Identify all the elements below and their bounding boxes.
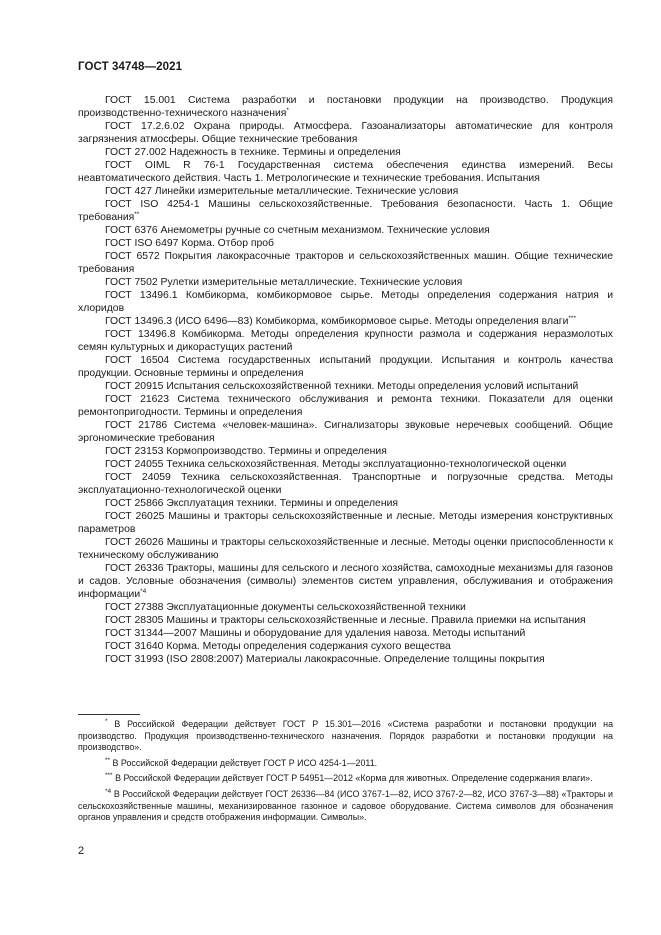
reference-code: ГОСТ 26026 [105, 537, 164, 548]
reference-title: Рулетки измерительные металлические. Технические условия [160, 277, 463, 288]
reference-item [78, 497, 613, 510]
reference-code: ГОСТ 31993 (ISO 2808:2007) [105, 654, 244, 665]
reference-item [78, 328, 613, 354]
footnote-text: В Российской Федерации действует ГОСТ Р ИСО 4254-1—2011. [112, 757, 378, 768]
reference-title: Комбикорма, комбикормовое сырье. Методы определения содержания натрия и хлоридов [78, 290, 614, 314]
reference-item [78, 510, 613, 536]
reference-item [78, 354, 613, 380]
reference-title: Надежность в технике. Термины и определения [169, 147, 401, 158]
footnote-marker: *4 [105, 787, 112, 795]
footnote-divider [78, 714, 140, 715]
reference-title: Техника сельскохозяйственная. Транспортные и погрузочные средства. Методы эксплуатационно-технологической оценки [78, 472, 614, 496]
reference-code: ГОСТ ISO 4254-1 [105, 199, 200, 210]
reference-code: ГОСТ 25866 [105, 498, 164, 509]
reference-code: ГОСТ 21786 [105, 420, 168, 431]
footnote [78, 758, 613, 770]
footnote-marker: *4 [140, 588, 147, 595]
reference-item [78, 393, 613, 419]
reference-title: Кормопроизводство. Термины и определения [166, 446, 387, 457]
reference-item [78, 419, 613, 445]
reference-code: ГОСТ 27.002 [105, 147, 167, 158]
reference-title: Техника сельскохозяйственная. Методы эксплуатационно-технологической оценки [166, 459, 567, 470]
reference-code: ГОСТ 24055 [105, 459, 164, 470]
normative-references-list [78, 94, 613, 666]
reference-item [78, 471, 613, 497]
reference-title: Эксплуатационные документы сельскохозяйственной техники [166, 602, 466, 613]
reference-code: ГОСТ 20915 [105, 381, 164, 392]
reference-item [78, 640, 613, 653]
reference-title: Система государственных испытаний продукции. Испытания и контроль качества продукции. Основные термины и определения [78, 355, 613, 379]
footnote [78, 773, 613, 785]
reference-code: ГОСТ 6376 [105, 225, 158, 236]
reference-title: Машины и оборудование для удаления навоза. Методы испытаний [199, 628, 526, 639]
reference-code: ГОСТ 28305 [105, 615, 164, 626]
reference-code: ГОСТ 31344—2007 [105, 628, 197, 639]
reference-title: Анемометры ручные со счетным механизмом. Технические условия [160, 225, 490, 236]
reference-title: Система технического обслуживания и ремонта техники. Показатели для оценки ремонтопригодности. Термины и определения [78, 394, 613, 418]
reference-code: ГОСТ 21623 [105, 394, 169, 405]
reference-code: ГОСТ OIML R 76-1 [105, 160, 225, 171]
footnotes [78, 719, 613, 828]
reference-code: ГОСТ 26336 [105, 563, 164, 574]
reference-title: Система разработки и постановки продукции на производство. Продукция производственно-технического назначения [78, 95, 613, 119]
reference-title: Корма. Отбор проб [181, 238, 274, 249]
reference-title: Эксплуатация техники. Термины и определения [166, 498, 398, 509]
reference-title: Система «человек-машина». Сигнализаторы звуковые неречевых сообщений. Общие эргономические требования [78, 420, 613, 444]
reference-title: Комбикорма, комбикормовое сырье. Методы определения влаги [255, 316, 569, 327]
reference-item [78, 653, 613, 666]
reference-item [78, 536, 613, 562]
reference-title: Корма. Методы определения содержания сухого вещества [166, 641, 451, 652]
reference-item [78, 380, 613, 393]
reference-code: ГОСТ 31640 [105, 641, 164, 652]
reference-item [78, 94, 613, 120]
reference-item [78, 185, 613, 198]
reference-code: ГОСТ 26025 [105, 511, 165, 522]
reference-title: Машины и тракторы сельскохозяйственные и лесные. Методы оценки приспособленности к техническому обслуживанию [78, 537, 613, 561]
reference-item [78, 237, 613, 250]
reference-item [78, 198, 613, 224]
reference-code: ГОСТ ISO 6497 [105, 238, 179, 249]
reference-code: ГОСТ 427 [105, 186, 152, 197]
reference-item [78, 250, 613, 276]
reference-item [78, 146, 613, 159]
footnote-marker: ** [105, 756, 111, 764]
reference-item [78, 315, 613, 328]
reference-title: Машины сельскохозяйственные. Требования безопасности. Часть 1. Общие требования [78, 199, 613, 223]
reference-title: Комбикорма. Методы определения крупности размола и содержания неразмолотых семян культурных и дикорастущих растений [78, 329, 613, 353]
reference-item [78, 445, 613, 458]
reference-code: ГОСТ 6572 [105, 251, 160, 262]
reference-code: ГОСТ 13496.1 [105, 290, 178, 301]
footnote-marker: ** [134, 211, 140, 218]
reference-title: Государственная система обеспечения единства измерений. Весы неавтоматического действия. Часть 1. Метрологические и технические требования. Испытания [78, 160, 614, 184]
reference-title: Материалы лакокрасочные. Определение толщины покрытия [246, 654, 545, 665]
reference-code: ГОСТ 13496.8 [105, 329, 176, 340]
reference-code: ГОСТ 17.2.6.02 [105, 121, 185, 132]
footnote-marker: *** [105, 772, 113, 780]
page-header-standard-code: ГОСТ 34748—2021 [78, 61, 183, 73]
reference-code: ГОСТ 7502 [105, 277, 158, 288]
reference-item [78, 614, 613, 627]
reference-code: ГОСТ 15.001 [105, 95, 176, 106]
reference-code: ГОСТ 13496.3 (ИСО 6496—83) [105, 316, 253, 327]
reference-code: ГОСТ 24059 [105, 472, 171, 483]
footnote-text: В Российской Федерации действует ГОСТ 26336—84 (ИСО 3767-1—82, ИСО 3767-2—82, ИСО 3767-3—88) «Тракторы и сельскохозяйственные машины, механизированное газонное и садовое оборудование. Система символов для обозначения органов управления и средств отображения информации. Символы». [78, 788, 614, 823]
reference-item [78, 224, 613, 237]
reference-item [78, 562, 613, 601]
reference-title: Покрытия лакокрасочные тракторов и сельскохозяйственных машин. Общие технические требования [78, 251, 613, 275]
reference-title: Машины и тракторы сельскохозяйственные и лесные. Методы измерения конструктивных параметров [78, 511, 613, 535]
reference-item [78, 601, 613, 614]
footnote-marker: * [286, 107, 289, 114]
reference-item [78, 159, 613, 185]
reference-item [78, 120, 613, 146]
reference-title: Тракторы, машины для сельского и лесного хозяйства, самоходные механизмы для газонов и садов. Условные обозначения (символы) элементов систем управления, обслуживания и отображения информации [78, 563, 613, 600]
reference-item [78, 289, 613, 315]
footnote-text: В Российской Федерации действует ГОСТ Р 54951—2012 «Корма для животных. Определение содержания влаги». [115, 773, 593, 784]
footnote [78, 719, 613, 754]
footnote [78, 789, 613, 824]
reference-title: Машины и тракторы сельскохозяйственные и лесные. Правила приемки на испытания [166, 615, 586, 626]
page-number: 2 [78, 845, 85, 857]
footnote-marker: * [105, 718, 108, 725]
footnote-text: В Российской Федерации действует ГОСТ Р 15.301—2016 «Система разработки и постановки продукции на производство. Продукция производственно-технического назначения. Порядок разработки и постановки продукции на производство». [78, 719, 614, 753]
reference-title: Линейки измерительные металлические. Технические условия [154, 186, 459, 197]
reference-code: ГОСТ 16504 [105, 355, 170, 366]
reference-item [78, 276, 613, 289]
reference-title: Испытания сельскохозяйственной техники. Методы определения условий испытаний [166, 381, 579, 392]
reference-title: Охрана природы. Атмосфера. Газоанализаторы автоматические для контроля загрязнения атмосферы. Общие технические требования [78, 121, 613, 145]
footnote-marker: *** [568, 315, 576, 322]
reference-code: ГОСТ 23153 [105, 446, 164, 457]
reference-item [78, 627, 613, 640]
reference-code: ГОСТ 27388 [105, 602, 164, 613]
reference-item [78, 458, 613, 471]
